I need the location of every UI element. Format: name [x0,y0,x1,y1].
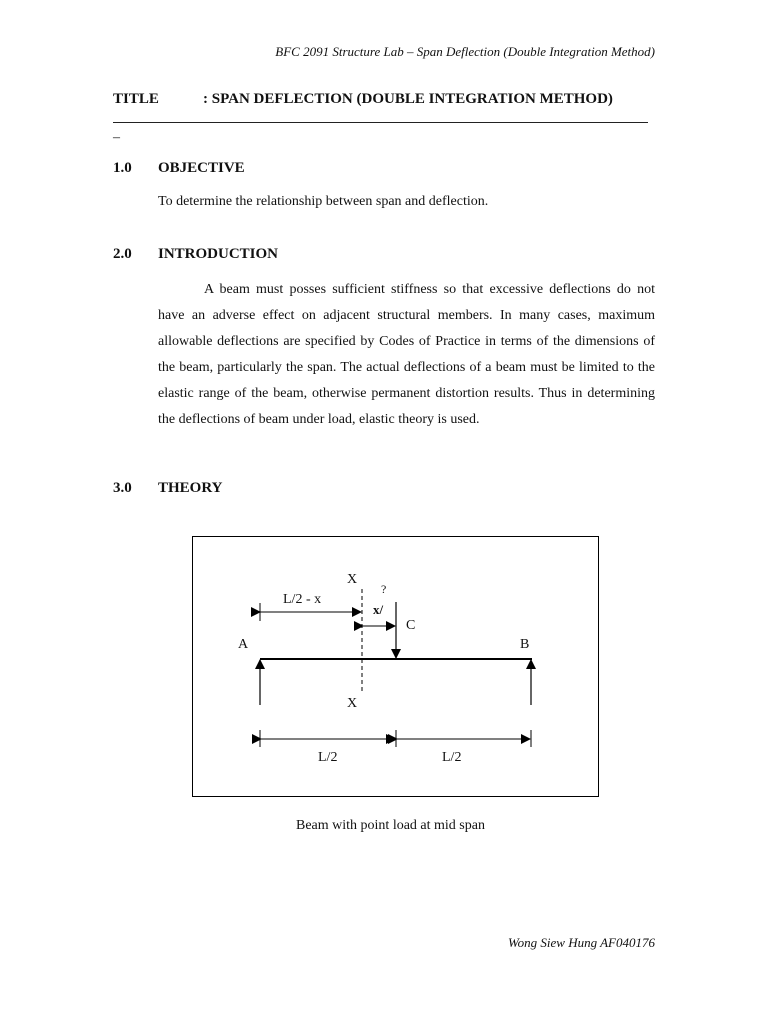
title-dash: – [113,130,120,145]
objective-text: To determine the relationship between span and deflection. [158,194,489,209]
page-header: BFC 2091 Structure Lab – Span Deflection (Double Integration Method) [275,44,655,59]
section-number-theory: 3.0 [113,480,132,496]
beam-diagram [192,536,599,797]
label-half-left: L/2 [318,750,338,765]
section-number-objective: 1.0 [113,160,132,176]
label-support-a: A [238,637,249,652]
beam-diagram-svg [193,537,598,796]
label-half-minus-x: L/2 - x [283,592,322,607]
section-number-introduction: 2.0 [113,246,132,262]
label-x-slash: x/ [373,602,384,617]
label-x-top: X [347,572,358,587]
label-x-bottom: X [347,696,358,711]
section-title-theory: THEORY [158,480,223,496]
figure-caption-text: Beam with point load at mid span [296,818,485,833]
introduction-paragraph: A beam must posses sufficient stiffness so that excessive deflections do not have an adverse effect on adjacent structural members. In many cases, maximum allowable deflections are specified by Codes of Practice in terms of the dimensions of the beam, particularly the span. The actual deflections of a beam must be limited to the elastic range of the beam, otherwise permanent distortion results. Thus in determining the deflections of beam under load, elastic theory is used. [158,282,655,427]
page-footer: Wong Siew Hung AF040176 [508,935,655,950]
label-point-c: C [406,618,416,633]
title-text: : SPAN DEFLECTION (DOUBLE INTEGRATION METHOD) [203,91,613,107]
label-question: ? [381,582,387,596]
label-support-b: B [520,637,530,652]
section-title-objective: OBJECTIVE [158,160,245,176]
section-title-introduction: INTRODUCTION [158,246,279,262]
title-underline [113,122,648,123]
label-half-right: L/2 [442,750,462,765]
title-label: TITLE [113,91,159,107]
